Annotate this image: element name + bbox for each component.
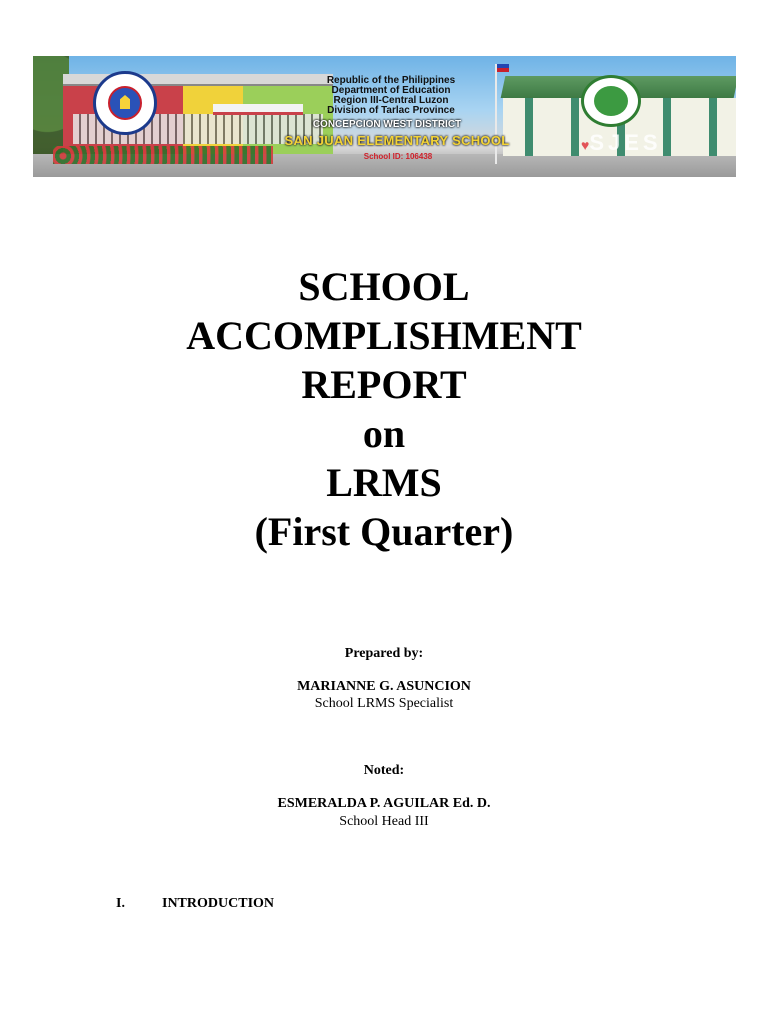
banner-school-id: School ID: 106438 (363, 152, 433, 161)
banner-line-region: Region III-Central Luzon (333, 95, 449, 106)
preparer-role: School LRMS Specialist (314, 696, 454, 711)
banner-agency-text (301, 76, 481, 116)
banner-line-division: Division of Tarlac Province (327, 105, 455, 116)
title-line-4: on (362, 411, 406, 456)
preparer-name: MARIANNE G. ASUNCION (297, 679, 471, 694)
title-line-2: ACCOMPLISHMENT (186, 313, 582, 358)
flower-plants-image (53, 146, 273, 164)
deped-seal-logo (93, 71, 157, 135)
section-title: INTRODUCTION (162, 896, 275, 911)
heart-icon: ♥ (581, 137, 590, 153)
banner-district: CONCEPCION WEST DISTRICT (312, 119, 462, 130)
noter-name: ESMERALDA P. AGUILAR Ed. D. (277, 796, 491, 811)
title-line-3: REPORT (301, 362, 467, 407)
noted-label: Noted: (363, 763, 405, 778)
banner-line-department: Department of Education (331, 85, 451, 96)
title-line-6: (First Quarter) (254, 509, 514, 554)
banner-school-name: SAN JUAN ELEMENTARY SCHOOL (284, 133, 510, 148)
section-number: I. (116, 896, 125, 911)
title-line-5: LRMS (326, 460, 442, 505)
report-title (0, 262, 768, 556)
title-line-1: SCHOOL (298, 264, 470, 309)
header-banner (33, 56, 736, 177)
sjes-logo-text: SJES (589, 130, 662, 155)
philippine-flag-icon (497, 64, 509, 72)
school-seal-logo (581, 75, 641, 127)
sjes-logo (581, 130, 681, 156)
noter-role: School Head III (339, 814, 429, 829)
section-heading-introduction (116, 896, 274, 912)
prepared-by-label: Prepared by: (344, 646, 424, 661)
flag-pole (495, 64, 497, 164)
banner-line-republic: Republic of the Philippines (326, 75, 456, 86)
